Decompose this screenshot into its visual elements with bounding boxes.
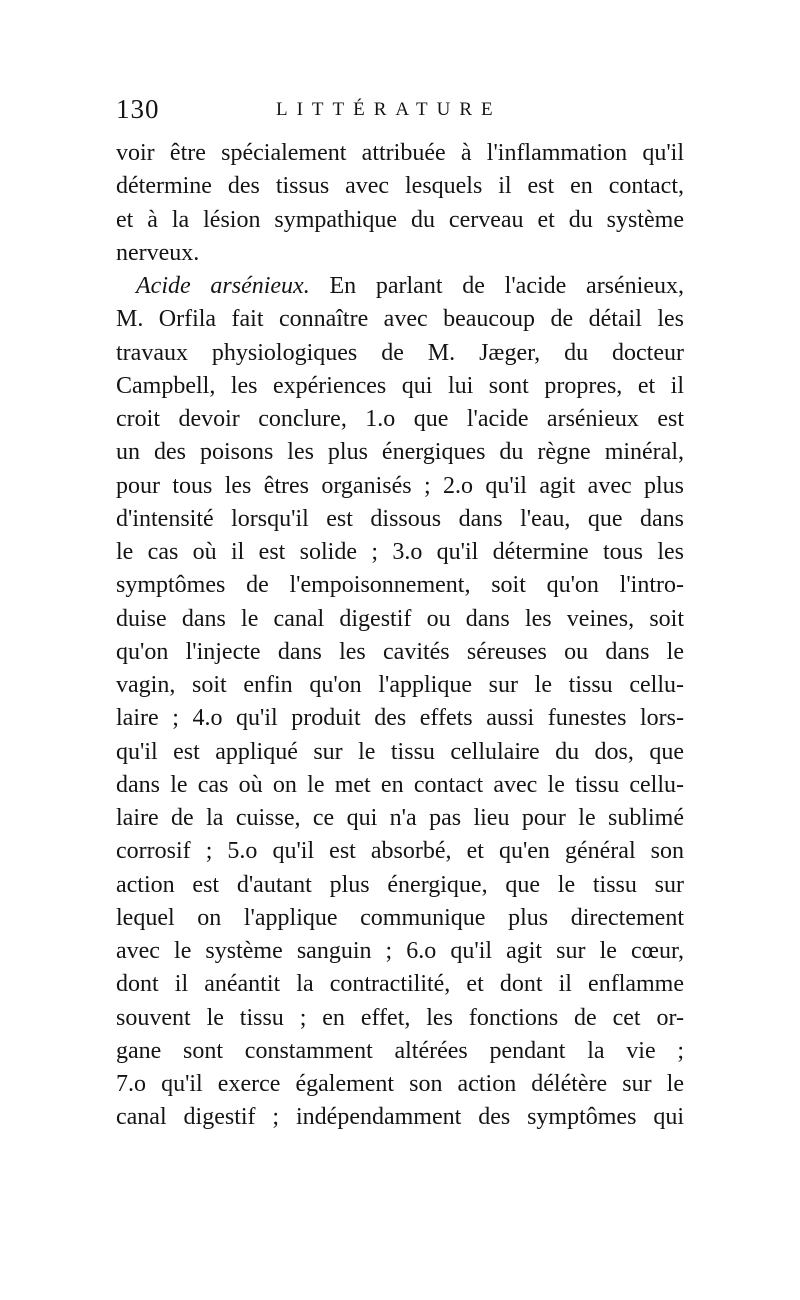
text-line: dont il anéantit la contractilité, et dont il enflamme (116, 971, 684, 998)
text-line: un des poisons les plus énergiques du règne minéral, (116, 439, 684, 466)
text-line: qu'il est appliqué sur le tissu cellulaire du dos, que (116, 738, 684, 765)
text-line: travaux physiologiques de M. Jæger, du docteur (116, 339, 684, 366)
text-line: laire ; 4.o qu'il produit des effets aussi funestes lors- (116, 705, 684, 732)
text-line: dans le cas où on le met en contact avec le tissu cellu- (116, 771, 684, 798)
text-line: souvent le tissu ; en effet, les fonctions de cet or- (116, 1004, 684, 1031)
text-line: 7.o qu'il exerce également son action délétère sur le (116, 1071, 684, 1097)
text-line: nerveux. (116, 239, 200, 266)
text-line: vagin, soit enfin qu'on l'applique sur le tissu cellu- (116, 672, 684, 698)
text-line: symptômes de l'empoisonnement, soit qu'on l'intro- (116, 572, 684, 599)
text-line: canal digestif ; indépendamment des symptômes qui (116, 1104, 684, 1131)
paragraph-start-line (116, 270, 684, 303)
body-text (116, 137, 684, 1135)
page-number: 130 (116, 94, 160, 124)
text-line: lequel on l'applique communique plus directement (116, 904, 684, 931)
text-line: croit devoir conclure, 1.o que l'acide arsénieux est (116, 406, 684, 432)
running-title: LITTÉRATURE (276, 99, 502, 120)
text-line: le cas où il est solide ; 3.o qu'il détermine tous les (116, 539, 684, 565)
text-line: Campbell, les expériences qui lui sont propres, et il (116, 372, 684, 399)
text-line: d'intensité lorsqu'il est dissous dans l'eau, que dans (116, 505, 684, 532)
text-line: M. Orfila fait connaître avec beaucoup de détail les (116, 306, 684, 333)
running-head (116, 92, 686, 126)
paragraph-start-text: En parlant de l'acide arsénieux, (309, 273, 684, 299)
text-line: duise dans le canal digestif ou dans les veines, soit (116, 605, 684, 632)
text-line: corrosif ; 5.o qu'il est absorbé, et qu'en général son (116, 838, 684, 865)
text-line: et à la lésion sympathique du cerveau et du système (116, 206, 684, 233)
text-line: voir être spécialement attribuée à l'inflammation qu'il (116, 140, 684, 166)
text-line: gane sont constamment altérées pendant la vie ; (116, 1037, 684, 1064)
text-line: avec le système sanguin ; 6.o qu'il agit sur le cœur, (116, 938, 684, 964)
text-line: action est d'autant plus énergique, que le tissu sur (116, 871, 684, 898)
text-line: pour tous les êtres organisés ; 2.o qu'il agit avec plus (116, 472, 684, 499)
section-heading-italic: Acide arsénieux. (136, 273, 310, 299)
text-line: détermine des tissus avec lesquels il est en contact, (116, 173, 684, 200)
text-line: qu'on l'injecte dans les cavités séreuses ou dans le (116, 638, 684, 665)
text-line: laire de la cuisse, ce qui n'a pas lieu pour le sublimé (116, 805, 684, 831)
